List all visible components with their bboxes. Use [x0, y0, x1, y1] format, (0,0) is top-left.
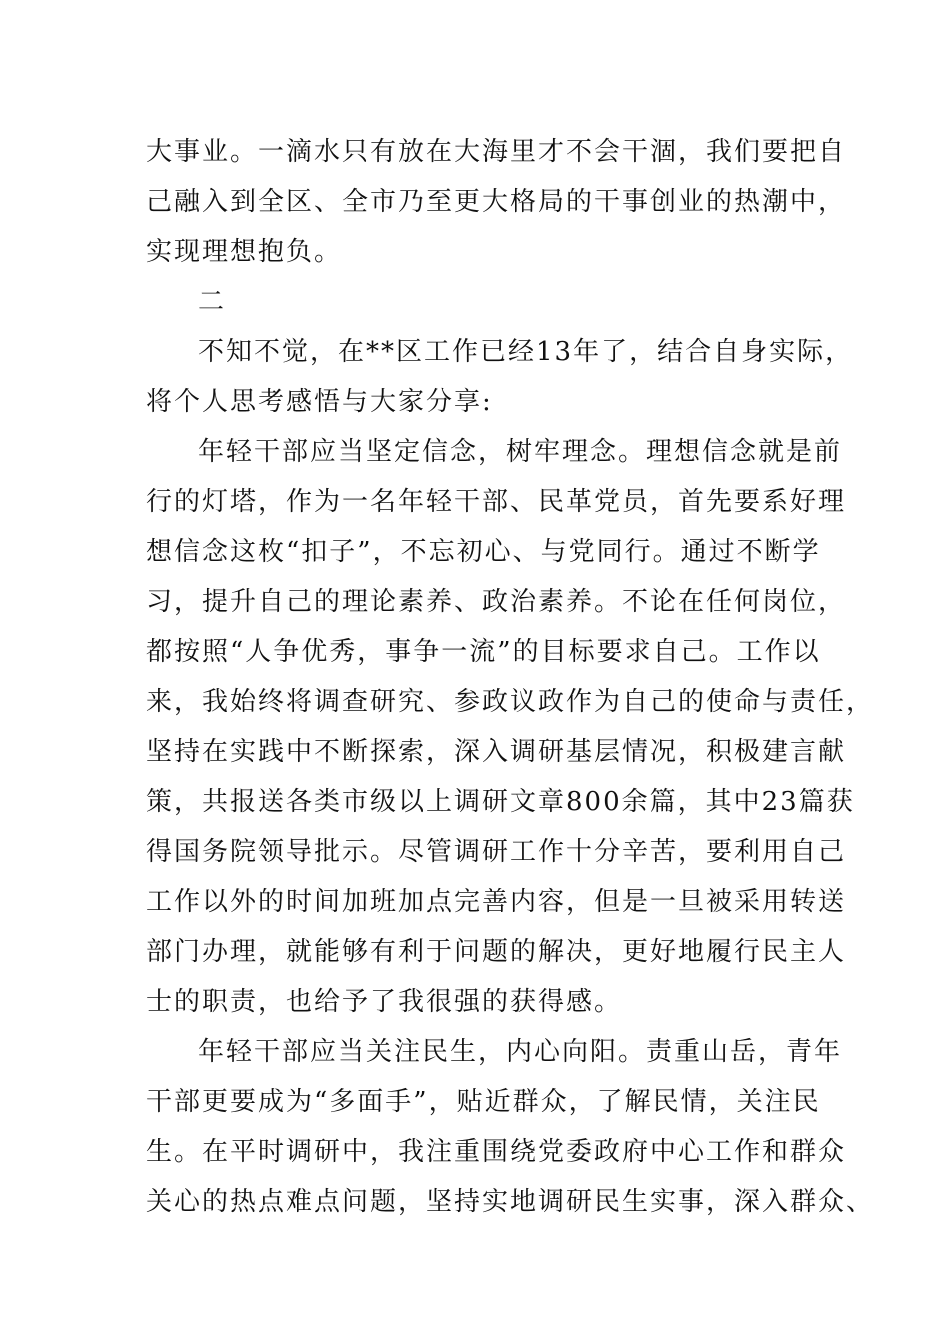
text-line: 将个人思考感悟与大家分享: — [146, 387, 493, 417]
text-line: 不知不觉，在**区工作已经13年了，结合自身实际， — [198, 337, 854, 367]
text-line: 习，提升自己的理论素养、政治素养。不论在任何岗位， — [146, 587, 847, 617]
text-line: 生。在平时调研中，我注重围绕党委政府中心工作和群众 — [146, 1137, 847, 1167]
text-line: 部门办理，就能够有利于问题的解决，更好地履行民主人 — [146, 937, 847, 967]
section-number: 二 — [198, 287, 227, 317]
text-line: 工作以外的时间加班加点完善内容，但是一旦被采用转送 — [146, 887, 847, 917]
text-line: 来，我始终将调查研究、参政议政作为自己的使命与责任， — [146, 687, 875, 717]
text-line: 坚持在实践中不断探索，深入调研基层情况，积极建言献 — [146, 737, 847, 767]
text-line: 策，共报送各类市级以上调研文章800余篇，其中23篇获 — [146, 787, 855, 817]
paragraph-start: 年轻干部应当坚定信念，树牢理念。理想信念就是前 — [198, 437, 843, 467]
text-line: 己融入到全区、全市乃至更大格局的干事创业的热潮中， — [146, 187, 847, 217]
text-line: 想信念这枚“扣子”，不忘初心、与党同行。通过不断学 — [146, 537, 821, 567]
text-line: 干部更要成为“多面手”，贴近群众，了解民情，关注民 — [146, 1087, 821, 1117]
text-line: 得国务院领导批示。尽管调研工作十分辛苦，要利用自己 — [146, 837, 847, 867]
text-line: 实现理想抱负。 — [146, 237, 343, 267]
text-line: 士的职责，也给予了我很强的获得感。 — [146, 987, 623, 1017]
paragraph-start: 年轻干部应当关注民生，内心向阳。责重山岳，青年 — [198, 1037, 843, 1067]
text-line: 行的灯塔，作为一名年轻干部、民革党员，首先要系好理 — [146, 487, 847, 517]
text-line: 关心的热点难点问题，坚持实地调研民生实事，深入群众、 — [146, 1187, 875, 1217]
text-line: 大事业。一滴水只有放在大海里才不会干涸，我们要把自 — [146, 137, 847, 167]
text-line: 都按照“人争优秀，事争一流”的目标要求自己。工作以 — [146, 637, 821, 667]
